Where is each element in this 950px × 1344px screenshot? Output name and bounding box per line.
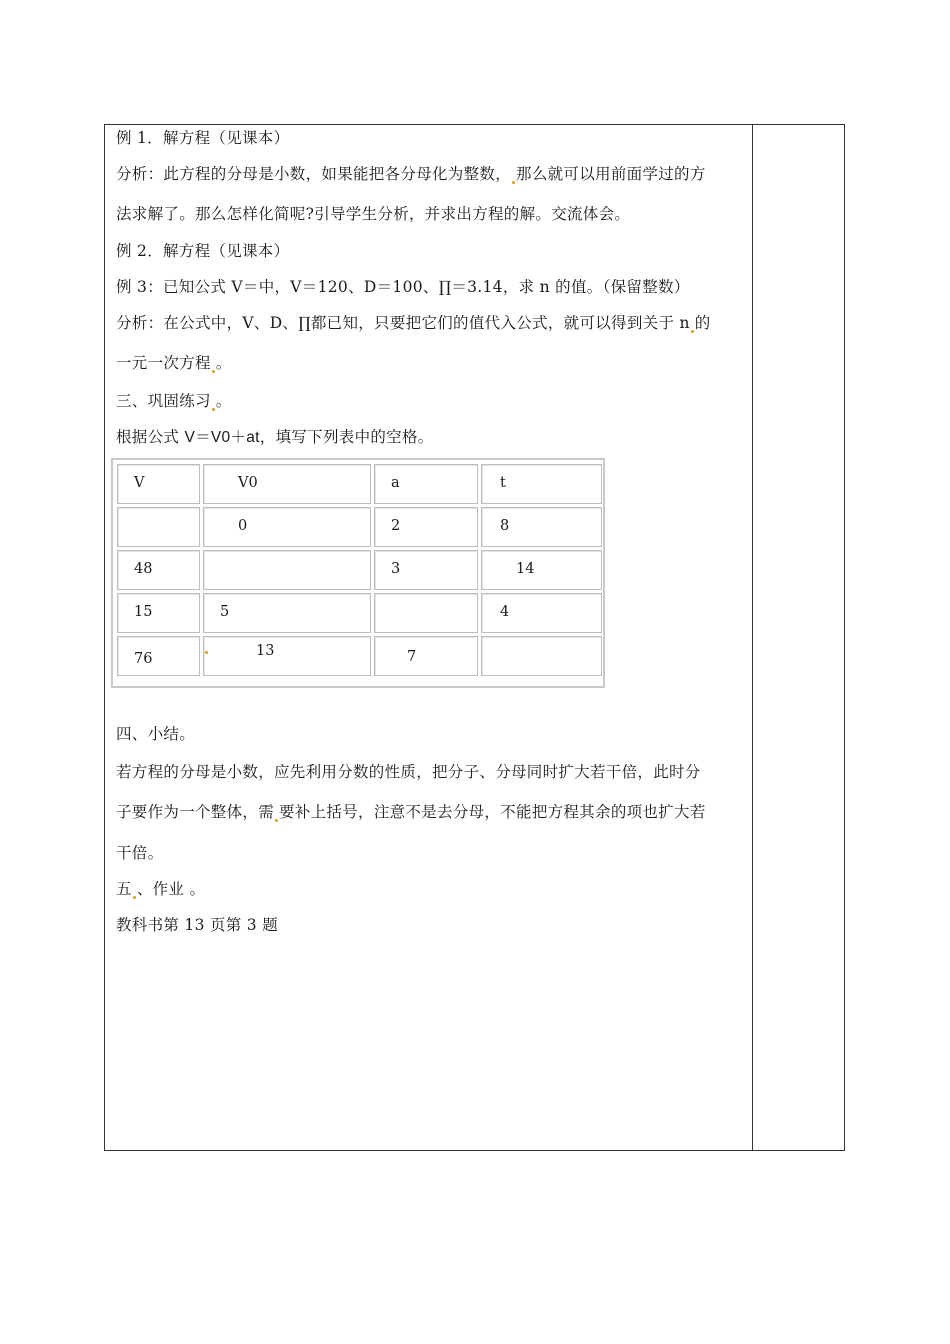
- table-cell[interactable]: [374, 593, 478, 633]
- table-cell: 14: [481, 550, 602, 590]
- section-3-end: 。: [215, 392, 232, 410]
- analysis-3-line-2: [116, 353, 232, 373]
- formula-prefix: 根据公式: [116, 428, 185, 446]
- table-cell: 48: [117, 550, 200, 590]
- homework: 教科书第 13 页第 3 题: [116, 916, 278, 934]
- analysis-1-text-b: 那么就可以用前面学过的方: [516, 165, 706, 183]
- table-cell: 3: [374, 550, 478, 590]
- table-cell: 7: [374, 636, 478, 676]
- analysis-3-line-1: [116, 313, 711, 333]
- table-cell[interactable]: [481, 636, 602, 676]
- analysis-1-text-a: 分析：此方程的分母是小数，如果能把各分母化为整数，: [116, 165, 512, 183]
- table-cell: 0: [203, 507, 371, 547]
- table-cell: 2: [374, 507, 478, 547]
- summary-line-2: [116, 802, 706, 822]
- table-cell: 8: [481, 507, 602, 547]
- analysis-3-text-a: 分析：在公式中，V、D、∏都已知，只要把它们的值代入公式，就可以得到关于 n: [116, 314, 690, 332]
- summary-line-1: 若方程的分母是小数，应先利用分数的性质，把分子、分母同时扩大若干倍，此时分: [116, 763, 701, 781]
- edit-mark-icon: [212, 408, 215, 411]
- analysis-3-text-c: 一元一次方程: [116, 354, 211, 372]
- table-cell: 4: [481, 593, 602, 633]
- analysis-3-text-d: 。: [215, 354, 232, 372]
- summary-text-b2: 要补上括号，注意不是去分母，不能把方程其余的项也扩大若: [279, 803, 706, 821]
- summary-text-b1: 子要作为一个整体，需: [116, 803, 275, 821]
- table-cell: 5: [203, 593, 371, 633]
- section-5-number: 五: [116, 880, 132, 898]
- table-row: [117, 636, 602, 676]
- analysis-3-text-b: 的: [694, 314, 711, 332]
- table-cell[interactable]: [117, 507, 200, 547]
- section-5-heading: [116, 879, 205, 899]
- table-header-cell: t: [481, 464, 602, 504]
- edit-mark-icon: [512, 181, 515, 184]
- edit-mark-icon: [212, 370, 215, 373]
- formula-instruction: [116, 427, 434, 448]
- table-header-cell: a: [374, 464, 478, 504]
- example-1: 例 1．解方程（见课本）: [116, 129, 290, 147]
- table-header-row: [117, 464, 602, 504]
- table-header-cell: V: [117, 464, 200, 504]
- analysis-1-line-2: 法求解了。那么怎样化简呢?引导学生分析，并求出方程的解。交流体会。: [116, 205, 631, 223]
- table-cell: 13: [203, 636, 371, 676]
- table-cell: 76: [117, 636, 200, 676]
- formula: V＝V0＋at: [184, 429, 260, 446]
- column-divider: [752, 124, 753, 1151]
- section-4-heading: 四、小结。: [116, 725, 196, 743]
- table-row: [117, 593, 602, 633]
- edit-mark-icon: [275, 819, 278, 822]
- table-row: [117, 507, 602, 547]
- analysis-1-line-1: [116, 164, 706, 184]
- example-3: 例 3：已知公式 V＝中，V＝120、D＝100、∏＝3.14，求 n 的值。（保留整数）: [116, 278, 690, 296]
- table-cell: 15: [117, 593, 200, 633]
- section-3-text: 三、巩固练习: [116, 392, 211, 410]
- table-cell[interactable]: [203, 550, 371, 590]
- formula-suffix: ，填写下列表中的空格。: [259, 428, 434, 446]
- edit-mark-icon: [205, 651, 208, 654]
- exercise-table: [114, 461, 605, 679]
- table-row: [117, 550, 602, 590]
- section-3-heading: [116, 391, 232, 411]
- example-2: 例 2．解方程（见课本）: [116, 242, 290, 260]
- section-5-text: 、作业 。: [136, 880, 206, 898]
- summary-line-3: 干倍。: [116, 844, 164, 862]
- edit-mark-icon: [133, 896, 136, 899]
- table-header-cell: V0: [203, 464, 371, 504]
- edit-mark-icon: [691, 330, 694, 333]
